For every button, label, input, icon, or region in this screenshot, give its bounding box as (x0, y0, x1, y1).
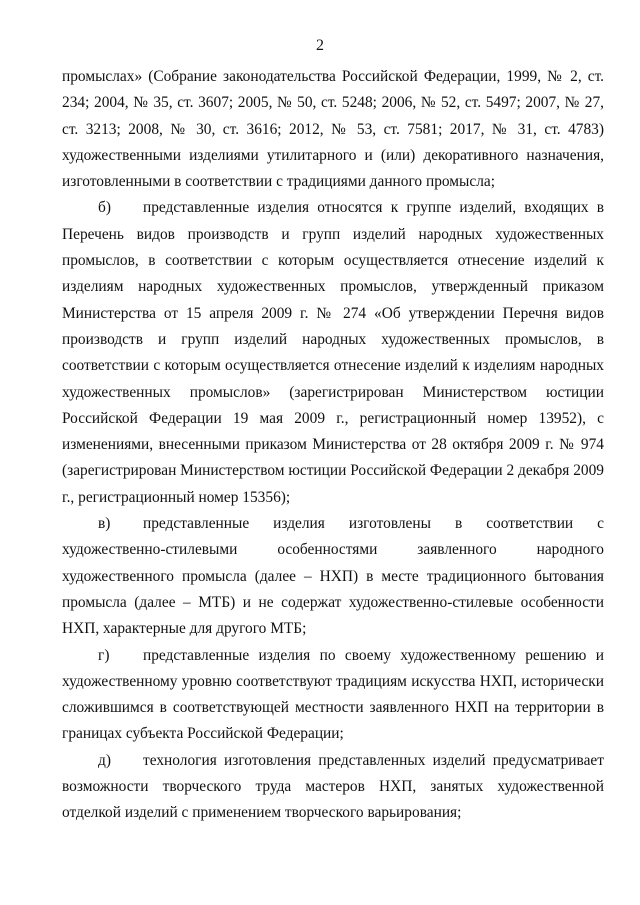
paragraph-d (62, 748, 604, 827)
list-marker: б) (98, 199, 111, 217)
page-number: 2 (316, 37, 324, 54)
list-marker: г) (98, 646, 110, 664)
paragraph-text: технология изготовления представленных изделий предусматривает возможности творческого труда мастеров НХП, занятых художественной отделкой изделий с применением творческого варьирования; (62, 751, 604, 822)
paragraph-v (62, 511, 604, 642)
paragraph-text: представленные изделия изготовлены в соответствии с художественно-стилевыми особенностями заявленного народного художественного промысла (далее – НХП) в месте традиционного бытования промысла (далее – МТБ) и не содержат художественно-стилевые особенности НХП, характерные для другого МТБ; (62, 515, 604, 638)
paragraph-continuation (62, 64, 604, 195)
list-marker: д) (98, 751, 111, 769)
paragraph-text: представленные изделия по своему художественному решению и художественному уровню соответствуют традициям искусства НХП, исторически сложившимся в соответствующей местности заявленного НХП на территории в границах субъекта Российской Федерации; (62, 646, 604, 743)
paragraph-text: промыслах» (Собрание законодательства Российской Федерации, 1999, № 2, ст. 234; 2004, № 35, ст. 3607; 2005, № 50, ст. 5248; 2006, № 52, ст. 5497; 2007, № 27, ст. 3213; 2008, № 30, ст. 3616; 2012, № 53, ст. 7581; 2017, № 31, ст. 4783) художественными изделиями утилитарного и (или) декоративного назначения, изготовленными в соответствии с традициями данного промысла; (62, 68, 604, 191)
paragraph-b (62, 195, 604, 511)
paragraph-text: представленные изделия относятся к группе изделий, входящих в Перечень видов производств и групп изделий народных художественных промыслов, в соответствии с которым осуществляется отнесение изделий к изделиям народных художественных промыслов, утвержденный приказом Министерства от 15 апреля 2009 г. № 274 «Об утверждении Перечня видов производств и групп изделий народных художественных промыслов, в соответствии с которым осуществляется отнесение изделий к изделиям народных художественных промыслов» (зарегистрирован Министерством юстиции Российской Федерации 19 мая 2009 г., регистрационный номер 13952), с изменениями, внесенными приказом Министерства от 28 октября 2009 г. № 974 (зарегистрирован Министерством юстиции Российской Федерации 2 декабря 2009 г., регистрационный номер 15356); (62, 199, 604, 506)
paragraph-g (62, 643, 604, 748)
list-marker: в) (98, 515, 111, 533)
document-body (62, 64, 604, 827)
